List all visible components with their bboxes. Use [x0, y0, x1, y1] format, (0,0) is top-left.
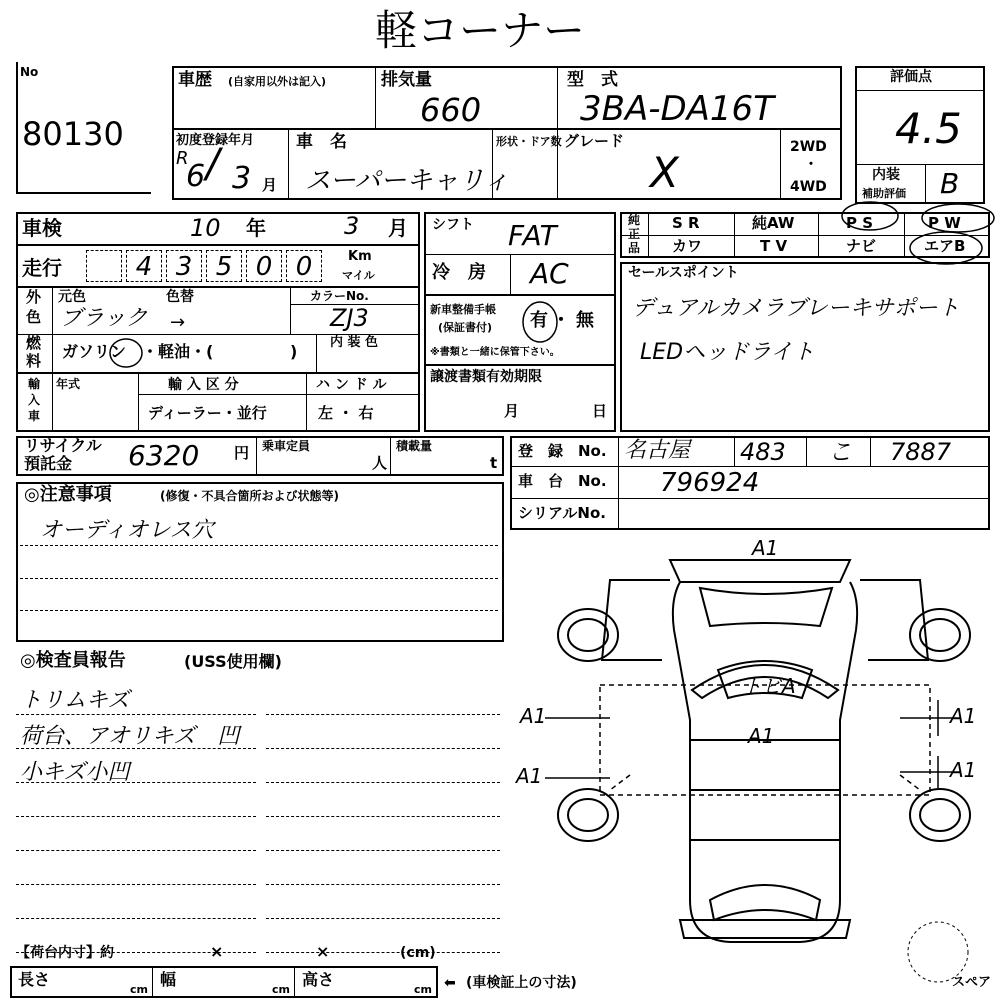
color-original-label: 元色 [58, 289, 86, 305]
damage-windshield: トビA [742, 674, 796, 698]
shape-door-label: 形状・ドア数 [496, 135, 562, 148]
option-sr: S R [672, 214, 700, 232]
grade-value: X [650, 148, 679, 197]
interior-value: B [940, 167, 960, 200]
recycle-unit: 円 [234, 444, 250, 462]
option-airbag: エアB [924, 237, 966, 255]
chassis-label: 車 台 No. [518, 472, 607, 490]
score-value: 4.5 [895, 104, 962, 153]
mileage-unit-km: Km [348, 249, 372, 264]
inspection-year-unit: 年 [246, 216, 266, 240]
registration-class: 483 [740, 438, 786, 466]
inspector-line-rule [16, 884, 256, 885]
inspector-line-rule [266, 714, 500, 715]
color-code-label: カラーNo. [310, 289, 369, 303]
notes-sub: (修復・不具合箇所および状態等) [160, 489, 339, 503]
score-label: 評価点 [890, 69, 932, 85]
inspection-label: 車検 [22, 216, 62, 240]
vehicle-diagram [540, 536, 990, 960]
mileage-digit: 4 [126, 250, 162, 282]
car-name-label: 車 名 [296, 132, 347, 152]
inspection-month: 3 [344, 212, 360, 240]
history-label: 車歴 [178, 70, 212, 90]
notes-line-1: オーディオレス穴 [40, 518, 214, 543]
capacity-unit: 人 [372, 454, 388, 472]
damage-right-front: A1 [950, 704, 977, 728]
damage-roof: A1 [748, 724, 775, 748]
inspector-line-3: 小キズ小凹 [20, 760, 130, 785]
interior-sub: 補助評価 [862, 187, 906, 200]
shift-label: シフト [432, 217, 474, 233]
fuel-gasoline: ガソリン [62, 342, 127, 361]
color-side-2: 色 [26, 308, 42, 326]
gasoline-circle [108, 336, 148, 370]
cargo-height-unit: cm [414, 983, 432, 996]
mileage-digit: 0 [246, 250, 282, 282]
option-leather: カワ [672, 237, 703, 255]
inspector-line-rule [16, 714, 256, 715]
mileage-digit [86, 250, 122, 282]
mileage-label: 走行 [22, 256, 62, 280]
load-unit: t [490, 454, 498, 472]
capacity-label: 乗車定員 [262, 439, 311, 453]
transfer-day: 日 [592, 402, 608, 420]
import-side-3: 車 [28, 409, 41, 423]
mileage-digit: 0 [286, 250, 322, 282]
damage-tailgate: A1 [752, 536, 779, 560]
interior-label: 内装 [872, 167, 900, 183]
inspector-line-rule [16, 816, 256, 817]
damage-right-rear: A1 [950, 758, 977, 782]
manual-no: 無 [576, 310, 594, 331]
manual-sub: (保証書付) [438, 321, 493, 334]
cargo-note: (車検証上の寸法) [466, 975, 577, 991]
cargo-x2: × [316, 942, 330, 961]
recycle-label-1: リサイクル [24, 436, 102, 455]
serial-label: シリアルNo. [518, 504, 606, 522]
first-reg-era: R [176, 148, 189, 169]
handle-label: ハ ン ド ル [316, 377, 387, 393]
manual-note: ※書類と一緒に保管下さい。 [430, 347, 560, 358]
fuel-side-2: 料 [26, 352, 42, 370]
color-changed-label: 色替 [166, 289, 194, 305]
drive-dot: ・ [804, 157, 818, 173]
page-title: 軽コーナー [375, 6, 586, 55]
option-aw: 純AW [752, 214, 795, 232]
first-reg-label: 初度登録年月 [176, 133, 255, 148]
grade-label: グレード [564, 132, 625, 150]
import-year-label: 年式 [56, 377, 81, 391]
color-arrow: → [170, 312, 186, 333]
shift-value: FAT [508, 219, 557, 252]
spare-label: スペア [952, 975, 992, 990]
color-original-value: ブラック [60, 306, 148, 331]
import-side-2: 入 [28, 393, 41, 407]
inspection-month-unit: 月 [388, 216, 408, 240]
damage-left-rear: A1 [516, 764, 543, 788]
cargo-label: 【荷台内寸】約 [16, 945, 114, 961]
sales-points-label: セールスポイント [628, 265, 739, 281]
cargo-length-unit: cm [130, 983, 148, 996]
notes-label: ◎注意事項 [24, 484, 112, 505]
first-reg-month: 3 [232, 161, 252, 196]
registration-number: 7887 [890, 438, 952, 466]
color-side-1: 外 [26, 288, 42, 306]
recycle-label-2: 預託金 [24, 454, 73, 473]
handle-value: 左 ・ 右 [318, 404, 374, 422]
inspector-line-rule [16, 850, 256, 851]
fuel-rest: ・軽油・( [142, 342, 214, 361]
history-sub: (自家用以外は記入) [228, 75, 327, 88]
inspector-line-rule [266, 952, 500, 953]
cargo-box [10, 966, 438, 998]
model-value: 3BA-DA16T [580, 89, 774, 129]
lot-label: No [20, 65, 39, 79]
registration-region: 名古屋 [624, 438, 691, 463]
interior-color-label: 内 装 色 [330, 335, 379, 350]
inspector-sub: (USS使用欄) [184, 652, 282, 671]
import-class-label: 輸 入 区 分 [168, 377, 239, 393]
option-pw: P W [928, 214, 961, 232]
cargo-width-unit: cm [272, 983, 290, 996]
inspector-line-rule [266, 748, 500, 749]
first-reg-month-unit: 月 [262, 176, 278, 194]
registration-label: 登 録 No. [518, 442, 607, 460]
transfer-label: 譲渡書類有効期限 [430, 369, 542, 385]
lot-box [16, 62, 166, 194]
sales-point-1: デュアルカメラブレーキサポート [632, 296, 960, 321]
option-navi: ナビ [846, 237, 877, 255]
drive-4wd: 4WD [790, 179, 827, 195]
inspector-line-rule [266, 782, 500, 783]
option-tv: T V [760, 237, 788, 255]
option-circles [830, 196, 1000, 268]
inspector-line-2: 荷台、アオリキズ 凹 [20, 724, 240, 749]
first-reg-year: 6 [186, 159, 206, 194]
displacement-label: 排気量 [381, 70, 432, 90]
cargo-length: 長さ [18, 970, 51, 989]
manual-yes: 有 [530, 310, 548, 331]
inspector-line-rule [266, 850, 500, 851]
damage-left-front: A1 [520, 704, 547, 728]
cargo-unit: (cm) [400, 945, 436, 961]
option-ps: P S [846, 214, 874, 232]
inspector-label: ◎検査員報告 [20, 650, 126, 671]
ac-value: AC [530, 257, 569, 290]
drive-2wd: 2WD [790, 139, 827, 155]
mileage-digit: 3 [166, 250, 202, 282]
fuel-side-1: 燃 [26, 334, 42, 352]
import-side-1: 輸 [28, 377, 41, 391]
manual-dot: ・ [552, 310, 570, 331]
manual-yes-circle [520, 300, 560, 344]
inspector-line-rule [266, 918, 500, 919]
manual-label: 新車整備手帳 [430, 303, 496, 316]
cargo-arrow: ⬅ [444, 975, 456, 991]
inspection-year: 10 [190, 214, 221, 242]
mileage-unit-mile: マイル [342, 269, 375, 282]
model-label: 型 式 [567, 70, 618, 90]
cargo-height: 高さ [302, 970, 335, 989]
mileage-digits [86, 248, 334, 284]
cargo-x1: × [210, 942, 224, 961]
load-label: 積載量 [396, 439, 433, 453]
cargo-width: 幅 [160, 970, 177, 989]
chassis-value: 796924 [660, 468, 760, 498]
sales-point-2: LEDヘッドライト [640, 340, 815, 365]
inspector-line-rule [16, 918, 256, 919]
genuine-1: 純 [628, 213, 641, 227]
mileage-digit: 5 [206, 250, 242, 282]
lot-number: 80130 [22, 115, 124, 153]
genuine-2: 正 [628, 227, 641, 241]
transfer-month: 月 [504, 402, 520, 420]
import-class-value: ディーラー・並行 [148, 404, 267, 422]
ac-label: 冷 房 [432, 262, 486, 283]
inspector-line-rule [266, 884, 500, 885]
registration-kana: こ [828, 438, 852, 466]
inspector-line-1: トリムキズ [20, 688, 130, 713]
genuine-3: 品 [628, 241, 641, 255]
fuel-close: ) [290, 342, 298, 361]
recycle-value: 6320 [128, 439, 200, 472]
first-reg-sep: / [206, 141, 220, 187]
color-code-value: ZJ3 [330, 304, 369, 332]
notes-box [16, 482, 504, 642]
car-name-value: スーパーキャリィ [305, 166, 510, 196]
displacement-value: 660 [420, 91, 482, 129]
inspector-line-rule [266, 816, 500, 817]
